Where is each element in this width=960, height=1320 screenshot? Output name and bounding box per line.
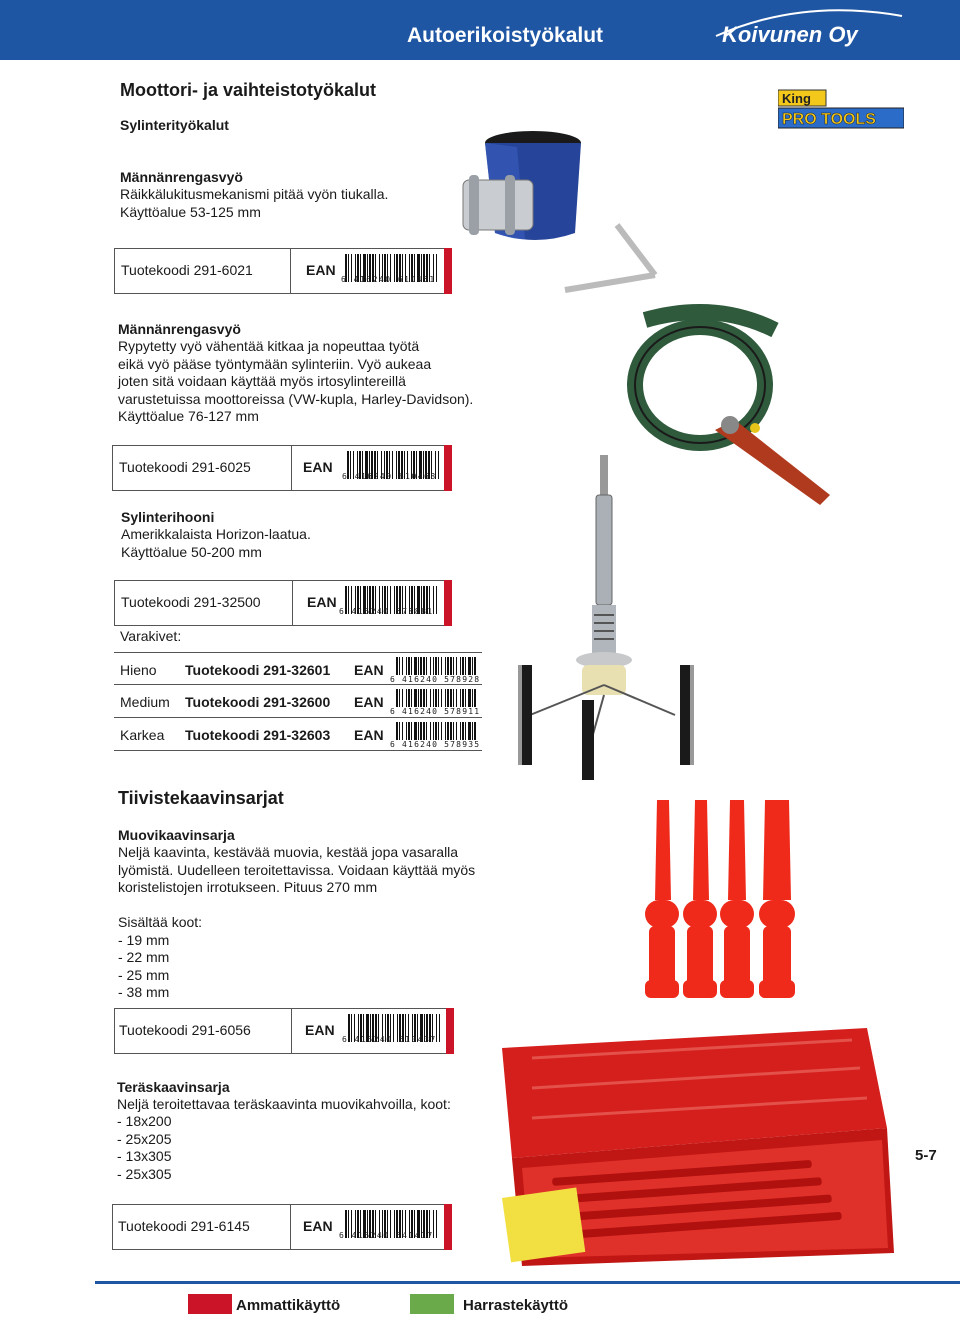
ean-number: 6 416240 610451: [341, 275, 436, 284]
product-code-box: [114, 248, 452, 294]
product-code-box: [114, 580, 452, 626]
product-name: Sylinterihooni: [121, 509, 215, 525]
legend-label-professional: Ammattikäyttö: [236, 1297, 341, 1314]
barcode-icon: [396, 657, 476, 675]
product-name: Muovikaavinsarja: [118, 827, 235, 843]
legend-swatch-professional: [188, 1294, 232, 1314]
header-title: Autoerikoistyökalut: [407, 24, 604, 47]
sizes-list: Sisältää koot: - 19 mm - 22 mm - 25 mm - 38 mm: [118, 914, 203, 1000]
professional-use-marker: [444, 248, 452, 294]
grade-name: Hieno: [120, 662, 157, 678]
page-number: 5-7: [915, 1147, 937, 1164]
product-code: Tuotekoodi 291-6145: [118, 1218, 250, 1234]
section-title: Moottori- ja vaihteistotyökalut: [120, 80, 377, 100]
steel-scraper-case-image: [492, 1028, 897, 1268]
product-name: Männänrengasvyö: [118, 321, 241, 337]
svg-text:PRO TOOLS: PRO TOOLS: [782, 111, 876, 128]
product-code: Tuotekoodi 291-32601: [185, 662, 331, 678]
scrapers-section-title: Tiivistekaavinsarjat: [118, 788, 284, 808]
ean-label: EAN: [354, 662, 384, 678]
product-code: Tuotekoodi 291-6056: [119, 1022, 251, 1038]
professional-use-marker: [444, 445, 452, 491]
product-code-box: [112, 445, 452, 491]
plastic-scrapers-image: [635, 800, 810, 1000]
ean-number: 6 416240 578911: [390, 707, 481, 716]
professional-use-marker: [446, 1008, 454, 1054]
barcode-icon: [396, 689, 476, 707]
ean-label: EAN: [306, 262, 336, 278]
table-row: [114, 685, 482, 718]
ean-label: EAN: [354, 694, 384, 710]
product-name: Männänrengasvyö: [120, 169, 243, 185]
piston-ring-compressor-image: [455, 125, 670, 300]
professional-use-marker: [444, 580, 452, 626]
product-code: Tuotekoodi 291-6025: [119, 459, 251, 475]
ean-number: 6 416240 610468: [342, 472, 437, 481]
table-row: [114, 718, 482, 751]
footer-rule: [95, 1281, 960, 1284]
table-row: [114, 652, 482, 685]
sizes-list: - 18x200 - 25x205 - 13x305 - 25x305: [117, 1113, 172, 1182]
spare-stones-table: [114, 652, 482, 751]
section-subtitle: Sylinterityökalut: [120, 117, 229, 133]
page-header: [0, 0, 960, 60]
legend-swatch-hobby: [410, 1294, 454, 1314]
ean-label: EAN: [305, 1022, 335, 1038]
ean-label: EAN: [303, 459, 333, 475]
svg-text:King: King: [782, 91, 811, 106]
koivunen-logo: [712, 6, 912, 52]
product-description: Rypytetty vyö vähentää kitkaa ja nopeuttaa työtä eikä vyö pääse työntymään sylinteriin. Vyö aukeaa joten sitä voidaan käyttää myös irtosylintereillä varustetuissa moottoreissa (VW-kupla, Harley-Davidson). Käyttöalue 76-127 mm: [118, 338, 474, 424]
ean-number: 6 416240 578935: [390, 740, 481, 749]
product-code: Tuotekoodi 291-32500: [121, 594, 261, 610]
product-description: Amerikkalaista Horizon-laatua. Käyttöalue 50-200 mm: [121, 526, 311, 560]
cylinder-hone-image: [510, 455, 700, 785]
king-pro-tools-logo: [778, 88, 904, 130]
ean-label: EAN: [303, 1218, 333, 1234]
grade-name: Medium: [120, 694, 170, 710]
ean-label: EAN: [354, 727, 384, 743]
product-code: Tuotekoodi 291-6021: [121, 262, 253, 278]
product-code-box: [112, 1204, 452, 1250]
professional-use-marker: [444, 1204, 452, 1250]
product-name: Teräskaavinsarja: [117, 1079, 230, 1095]
legend-label-hobby: Harrastekäyttö: [463, 1297, 569, 1314]
ean-number: 6 416240 578928: [390, 675, 481, 684]
ean-label: EAN: [307, 594, 337, 610]
ean-number: 6 416240 578881: [339, 607, 434, 616]
barcode-icon: [396, 722, 476, 740]
product-description: Räikkälukitusmekanismi pitää vyön tiukalla. Käyttöalue 53-125 mm: [120, 186, 389, 220]
product-description: Neljä kaavinta, kestävää muovia, kestää jopa vasaralla lyömistä. Uudelleen teroitettavissa. Voidaan käyttää myös koristelistojen irrotukseen. Pituus 270 mm: [118, 844, 476, 895]
ean-number: 6 416240 610437: [342, 1035, 437, 1044]
ean-number: 6 416240 641417: [339, 1231, 434, 1240]
product-code: Tuotekoodi 291-32600: [185, 694, 331, 710]
product-description: Neljä teroitettavaa teräskaavinta muovikahvoilla, koot:: [117, 1096, 451, 1112]
accessories-label: Varakivet:: [120, 628, 182, 644]
product-code: Tuotekoodi 291-32603: [185, 727, 331, 743]
grade-name: Karkea: [120, 727, 165, 743]
product-code-box: [114, 1008, 454, 1054]
svg-text:Koivunen Oy: Koivunen Oy: [722, 22, 858, 47]
